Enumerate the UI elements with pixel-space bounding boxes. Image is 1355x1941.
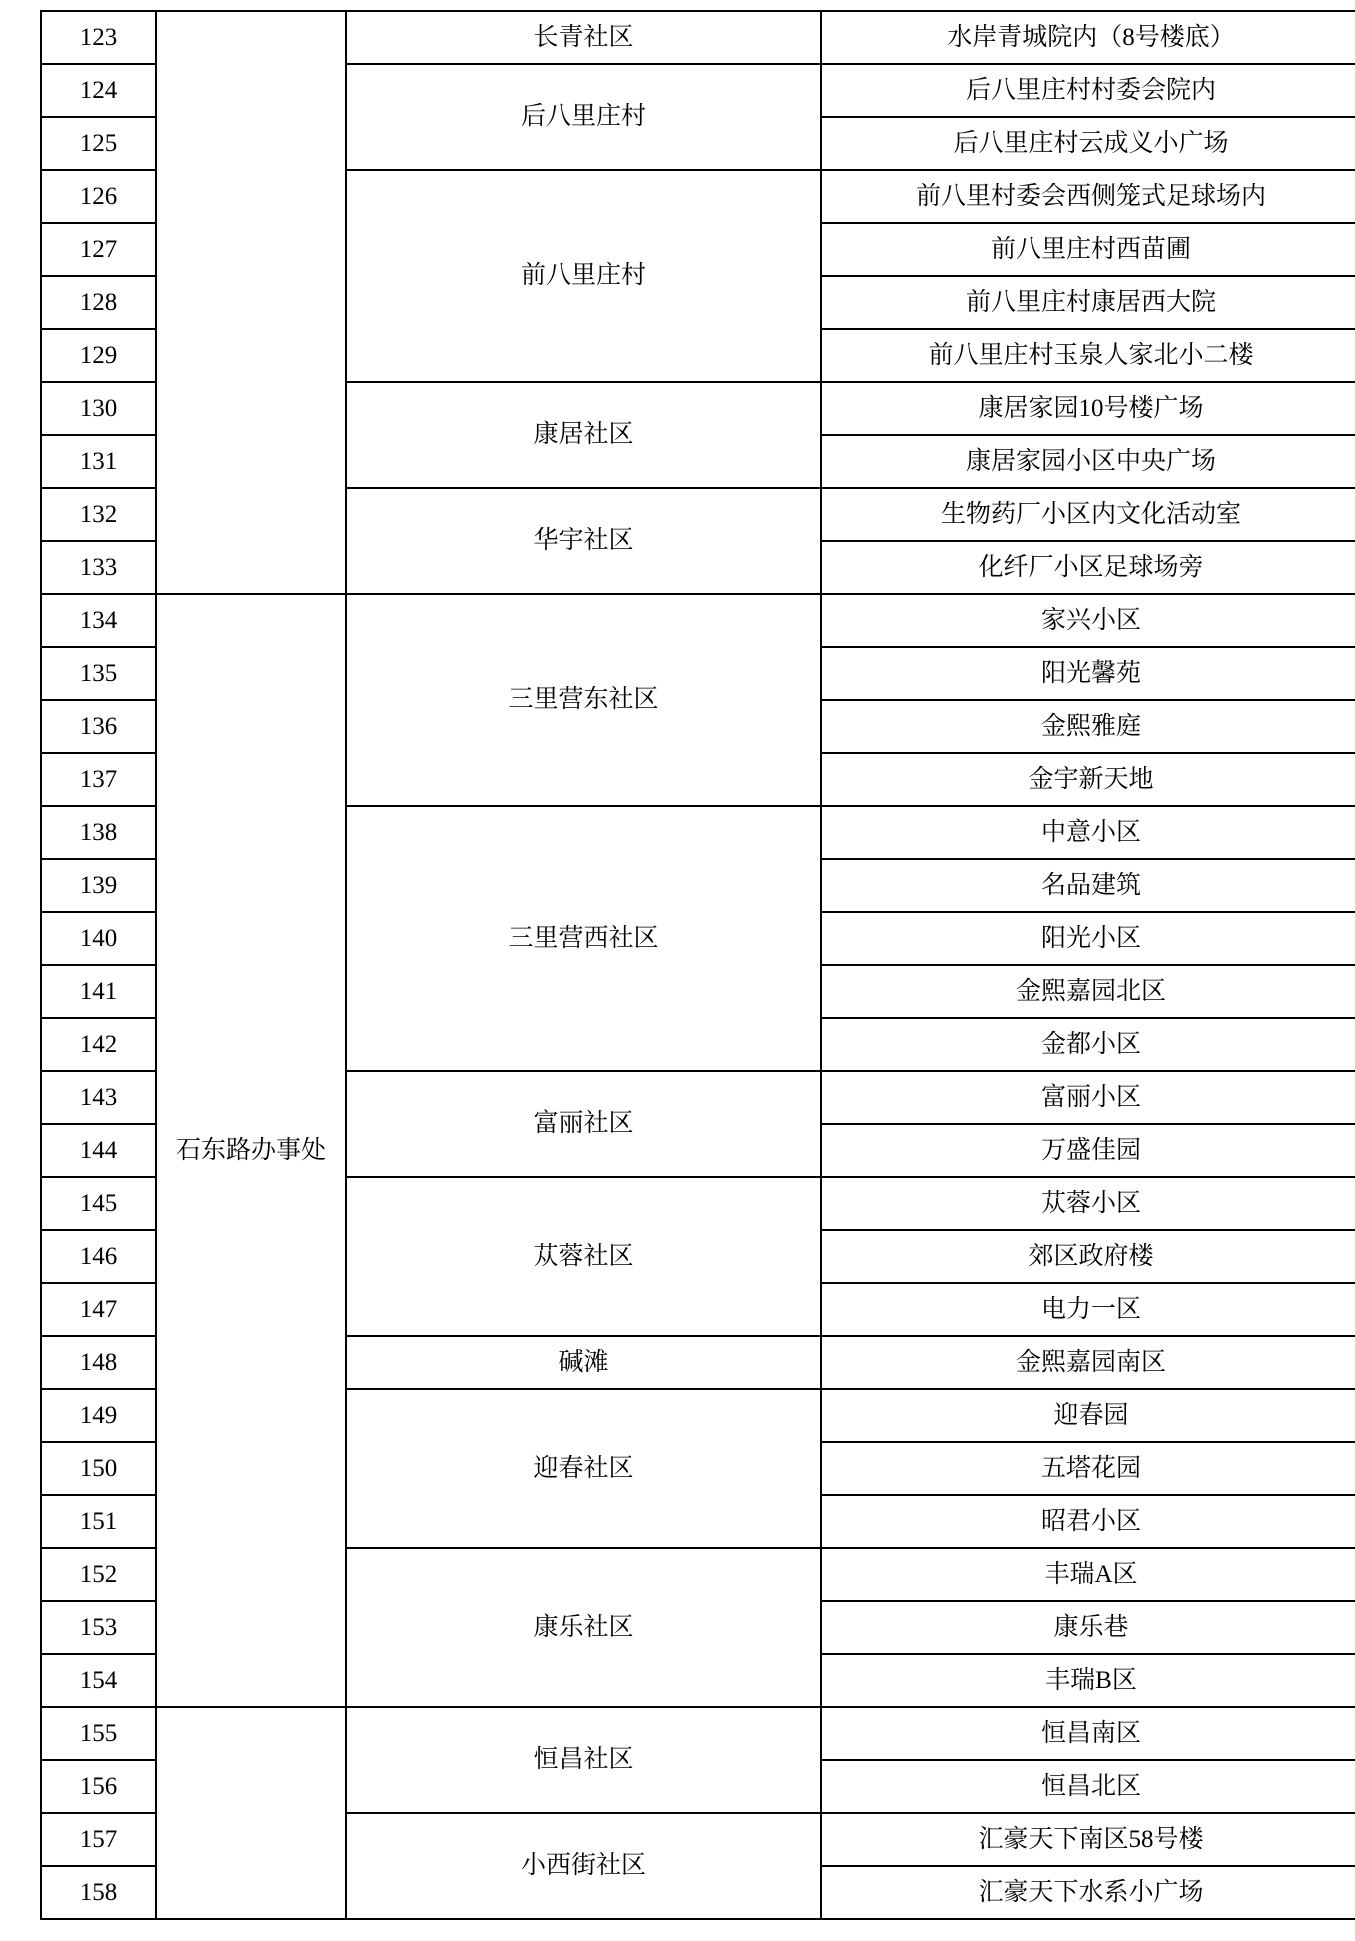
- row-number: 124: [41, 64, 156, 117]
- site-cell: 康居家园小区中央广场: [821, 435, 1355, 488]
- site-cell: 生物药厂小区内文化活动室: [821, 488, 1355, 541]
- site-cell: 前八里庄村西苗圃: [821, 223, 1355, 276]
- community-cell: 华宇社区: [346, 488, 821, 594]
- site-cell: 后八里庄村村委会院内: [821, 64, 1355, 117]
- row-number: 150: [41, 1442, 156, 1495]
- site-cell: 郊区政府楼: [821, 1230, 1355, 1283]
- community-cell: 碱滩: [346, 1336, 821, 1389]
- site-cell: 恒昌南区: [821, 1707, 1355, 1760]
- site-cell: 康居家园10号楼广场: [821, 382, 1355, 435]
- table-row: [41, 594, 1355, 647]
- community-cell: 长青社区: [346, 11, 821, 64]
- site-cell: 苁蓉小区: [821, 1177, 1355, 1230]
- row-number: 143: [41, 1071, 156, 1124]
- row-number: 158: [41, 1866, 156, 1919]
- row-number: 130: [41, 382, 156, 435]
- row-number: 136: [41, 700, 156, 753]
- site-cell: 汇豪天下水系小广场: [821, 1866, 1355, 1919]
- site-cell: 中意小区: [821, 806, 1355, 859]
- site-cell: 名品建筑: [821, 859, 1355, 912]
- community-cell: 苁蓉社区: [346, 1177, 821, 1336]
- site-cell: 水岸青城院内（8号楼底）: [821, 11, 1355, 64]
- community-cell: 康乐社区: [346, 1548, 821, 1707]
- location-table: [40, 10, 1355, 1920]
- site-cell: 前八里庄村康居西大院: [821, 276, 1355, 329]
- row-number: 133: [41, 541, 156, 594]
- community-cell: 康居社区: [346, 382, 821, 488]
- site-cell: 昭君小区: [821, 1495, 1355, 1548]
- table-row: [41, 1707, 1355, 1760]
- row-number: 142: [41, 1018, 156, 1071]
- community-cell: 迎春社区: [346, 1389, 821, 1548]
- row-number: 157: [41, 1813, 156, 1866]
- site-cell: 金熙嘉园北区: [821, 965, 1355, 1018]
- site-cell: 前八里庄村玉泉人家北小二楼: [821, 329, 1355, 382]
- row-number: 156: [41, 1760, 156, 1813]
- row-number: 148: [41, 1336, 156, 1389]
- site-cell: 丰瑞B区: [821, 1654, 1355, 1707]
- row-number: 151: [41, 1495, 156, 1548]
- community-cell: 前八里庄村: [346, 170, 821, 382]
- community-cell: 小西街社区: [346, 1813, 821, 1919]
- site-cell: 化纤厂小区足球场旁: [821, 541, 1355, 594]
- table-body: [41, 11, 1355, 1919]
- row-number: 132: [41, 488, 156, 541]
- row-number: 135: [41, 647, 156, 700]
- community-cell: 三里营西社区: [346, 806, 821, 1071]
- row-number: 131: [41, 435, 156, 488]
- site-cell: 金熙雅庭: [821, 700, 1355, 753]
- org-cell-continued: [156, 11, 346, 594]
- row-number: 152: [41, 1548, 156, 1601]
- row-number: 141: [41, 965, 156, 1018]
- community-cell: 三里营东社区: [346, 594, 821, 806]
- row-number: 144: [41, 1124, 156, 1177]
- row-number: 155: [41, 1707, 156, 1760]
- site-cell: 金宇新天地: [821, 753, 1355, 806]
- site-cell: 丰瑞A区: [821, 1548, 1355, 1601]
- row-number: 140: [41, 912, 156, 965]
- site-cell: 康乐巷: [821, 1601, 1355, 1654]
- row-number: 145: [41, 1177, 156, 1230]
- site-cell: 金熙嘉园南区: [821, 1336, 1355, 1389]
- site-cell: 富丽小区: [821, 1071, 1355, 1124]
- row-number: 127: [41, 223, 156, 276]
- row-number: 149: [41, 1389, 156, 1442]
- row-number: 129: [41, 329, 156, 382]
- row-number: 128: [41, 276, 156, 329]
- site-cell: 家兴小区: [821, 594, 1355, 647]
- row-number: 125: [41, 117, 156, 170]
- site-cell: 汇豪天下南区58号楼: [821, 1813, 1355, 1866]
- site-cell: 恒昌北区: [821, 1760, 1355, 1813]
- site-cell: 后八里庄村云成义小广场: [821, 117, 1355, 170]
- row-number: 146: [41, 1230, 156, 1283]
- community-cell: 后八里庄村: [346, 64, 821, 170]
- row-number: 137: [41, 753, 156, 806]
- site-cell: 阳光馨苑: [821, 647, 1355, 700]
- site-cell: 金都小区: [821, 1018, 1355, 1071]
- site-cell: 五塔花园: [821, 1442, 1355, 1495]
- row-number: 138: [41, 806, 156, 859]
- table-row: [41, 11, 1355, 64]
- community-cell: 富丽社区: [346, 1071, 821, 1177]
- site-cell: 万盛佳园: [821, 1124, 1355, 1177]
- site-cell: 前八里村委会西侧笼式足球场内: [821, 170, 1355, 223]
- community-cell: 恒昌社区: [346, 1707, 821, 1813]
- site-cell: 阳光小区: [821, 912, 1355, 965]
- row-number: 147: [41, 1283, 156, 1336]
- row-number: 139: [41, 859, 156, 912]
- row-number: 123: [41, 11, 156, 64]
- org-cell-next: [156, 1707, 346, 1919]
- row-number: 153: [41, 1601, 156, 1654]
- row-number: 126: [41, 170, 156, 223]
- row-number: 134: [41, 594, 156, 647]
- row-number: 154: [41, 1654, 156, 1707]
- site-cell: 电力一区: [821, 1283, 1355, 1336]
- site-cell: 迎春园: [821, 1389, 1355, 1442]
- org-cell: 石东路办事处: [156, 594, 346, 1707]
